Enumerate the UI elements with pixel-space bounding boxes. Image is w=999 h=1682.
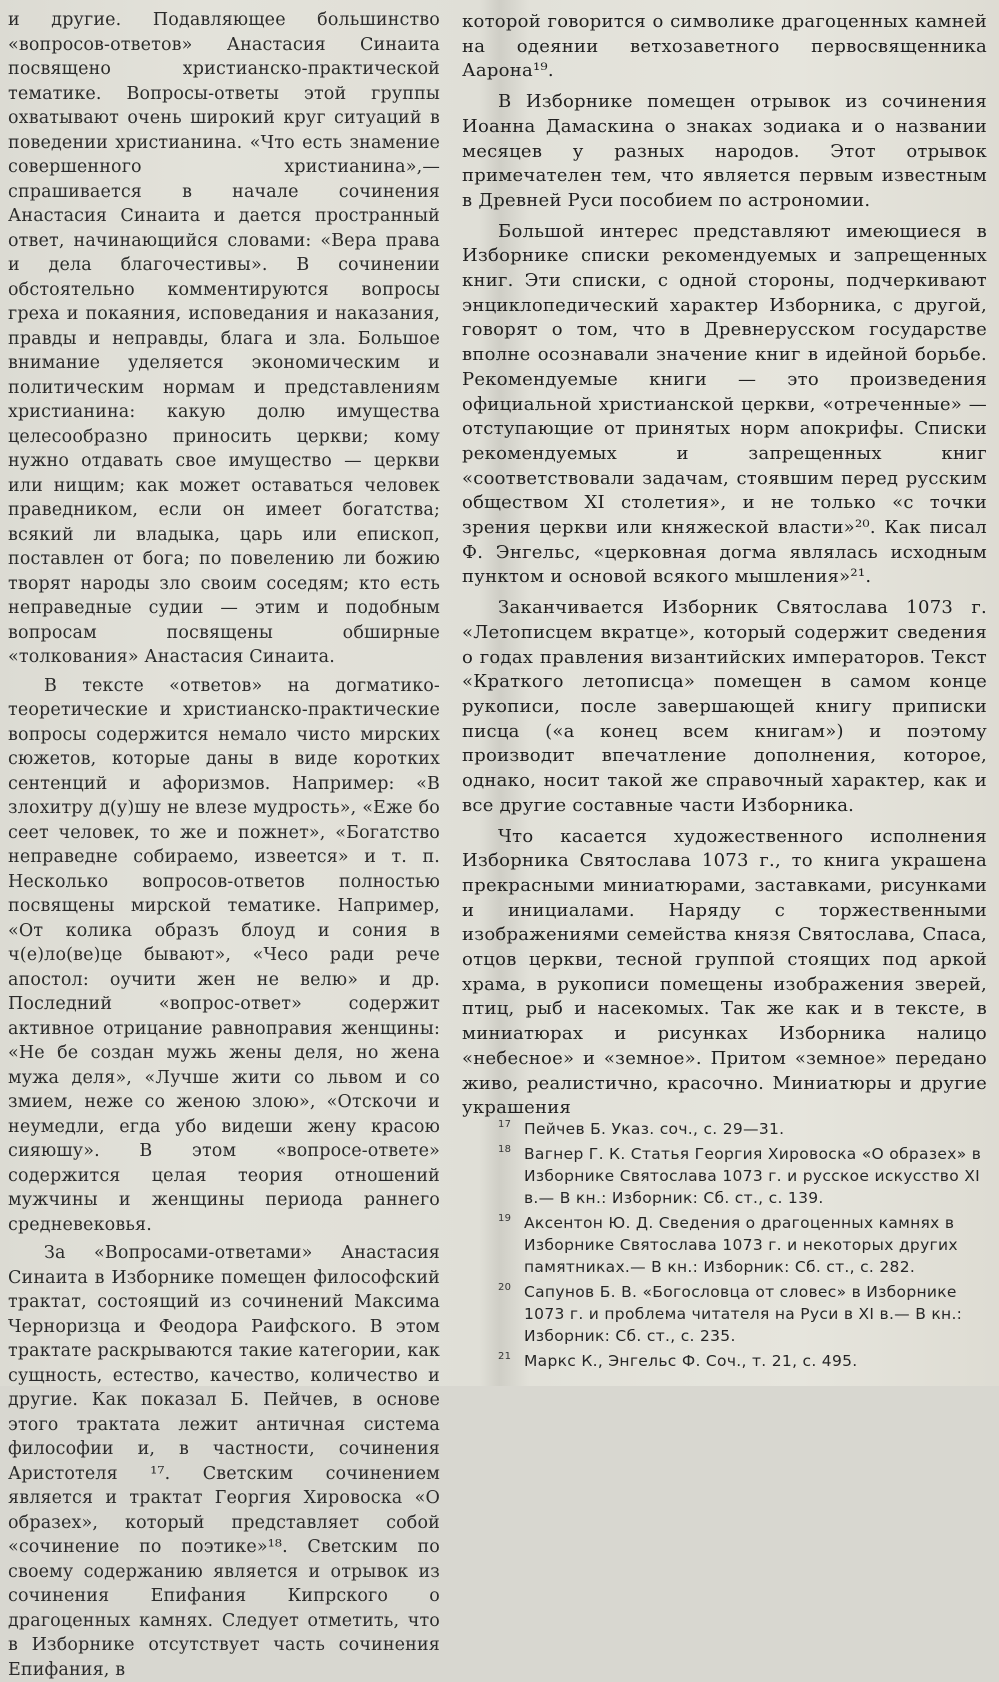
footnote-number: 19 xyxy=(498,1213,512,1224)
footnote-text: Пейчев Б. Указ. соч., с. 29—31. xyxy=(524,1120,785,1138)
paragraph: Что касается художественного исполнения Изборника Святослава 1073 г., то книга украшена прекрасными миниатюрами, заставками, рисунками и инициалами. Наряду с торжественными изображениями семейства князя Святослава, Спаса, отцов церкви, тесной группой стоящих под аркой храма, в рукописи помещены изображения зверей, птиц, рыб и насекомых. Так же как и в тексте, в миниатюрах и рисунках Изборника налицо «небесное» и «земное». Притом «земное» передано живо, реалистично, красочно. Миниатюры и другие украшения xyxy=(462,825,987,1119)
paragraph: и другие. Подавляющее большинство «вопросов-ответов» Анастасия Синаита посвящено христианско-практической тематике. Вопросы-ответы этой группы охватывают очень широкий круг ситуаций в поведении христианина. «Что есть знамение совершенного христианина»,— спрашивается в начале сочинения Анастасия Синаита и дается пространный ответ, начинающийся словами: «Вера права и дела благочестивы». В сочинении обстоятельно комментируются вопросы греха и покаяния, исповедания и наказания, правды и неправды, блага и зла. Большое внимание уделяется экономическим и политическим нормам и представлениям христианина: какую долю имущества целесообразно приносить церкви; кому нужно отдавать свое имущество — церкви или нищим; как может оставаться человек праведником, если он имеет богатства; всякий ли владыка, царь или епископ, поставлен от бога; по повелению ли божию творят народы зло своим соседям; кто есть неправедные судии — этим и подобным вопросам посвящены обширные «толкования» Анастасия Синаита. xyxy=(8,10,440,667)
footnote-text: Аксентон Ю. Д. Сведения о драгоценных камнях в Изборнике Святослава 1073 г. и некоторых других памятниках.— В кн.: Изборник: Сб. ст., с. 282. xyxy=(524,1214,958,1276)
footnote xyxy=(498,1118,990,1140)
footnotes xyxy=(498,1118,990,1375)
footnote-number: 17 xyxy=(498,1119,512,1130)
left-text-column xyxy=(8,8,440,1680)
footnote xyxy=(498,1350,990,1372)
footnote xyxy=(498,1212,990,1278)
footnote-number: 18 xyxy=(498,1144,512,1155)
paragraph: В Изборнике помещен отрывок из сочинения Иоанна Дамаскина о знаках зодиака и о названии месяцев у разных народов. Этот отрывок примечателен тем, что является первым известным в Древней Руси пособием по астрономии. xyxy=(462,91,987,211)
paragraph: В тексте «ответов» на догматико-теоретические и христианско-практические вопросы содержится немало чисто мирских сюжетов, которые даны в виде коротких сентенций и афоризмов. Например: «В злохитру д(у)шу не влезе мудрость», «Еже бо сеет человек, то же и пожнет», «Богатство неправедне собираемо, извеется» и т. п. Несколько вопросов-ответов полностью посвящены мирской тематике. Например, «От колика образъ блоуд и сония в ч(е)ло(ве)це бывают», «Чесо ради рече апостол: оучити жен не велю» и др. Последний «вопрос-ответ» содержит активное отрицание равноправия женщины: «Не бе создан мужь жены деля, но жена мужа деля», «Лучше жити со львом и со змием, неже со женою злою», «Отскочи и неумедли, егда убо видеши жену красою сияюшу». В этом «вопросе-ответе» содержится целая теория отношений мужчины и женщины периода раннего средневековья. xyxy=(8,675,440,1235)
footnote-text: Сапунов Б. В. «Богословца от словес» в Изборнике 1073 г. и проблема читателя на Руси в XI в.— В кн.: Изборник: Сб. ст., с. 235. xyxy=(524,1283,963,1345)
footnote xyxy=(498,1143,990,1209)
footnote-number: 20 xyxy=(498,1282,512,1293)
footnote-number: 21 xyxy=(498,1351,512,1362)
paragraph: Заканчивается Изборник Святослава 1073 г. «Летописцем вкратце», который содержит сведения о годах правления византийских императоров. Текст «Краткого летописца» помещен в самом конце рукописи, после завершающей книгу приписки писца («а конец всем книгам») и поэтому производит впечатление дополнения, которое, однако, носит такой же справочный характер, как и все другие составные части Изборника. xyxy=(462,597,987,816)
paragraph: которой говорится о символике драгоценных камней на одеянии ветхозаветного первосвященника Аарона¹⁹. xyxy=(462,11,987,82)
paragraph: Большой интерес представляют имеющиеся в Изборнике списки рекомендуемых и запрещенных книг. Эти списки, с одной стороны, подчеркивают энциклопедический характер Изборника, с другой, говорят о том, что в Древнерусском государстве вполне осознавали значение книг в идейной борьбе. Рекомендуемые книги — это произведения официальной христианской церкви, «отреченные» — отступающие от принятых норм апокрифы. Списки рекомендуемых и запрещенных книг «соответствовали задачам, стоявшим перед русским обществом XI столетия», и не только «с точки зрения церкви или княжеской власти»²⁰. Как писал Ф. Энгельс, «церковная догма являлась исходным пунктом и основой всякого мышления»²¹. xyxy=(462,220,987,588)
paragraph: За «Вопросами-ответами» Анастасия Синаита в Изборнике помещен философский трактат, состоящий из сочинений Максима Черноризца и Феодора Раифского. В этом трактате раскрываются такие категории, как сущность, естество, качество, количество и другие. Как показал Б. Пейчев, в основе этого трактата лежит античная система философии и, в частности, сочинения Аристотеля ¹⁷. Светским сочинением является и трактат Георгия Хировоска «О образех», который представляет собой «сочинение по поэтике»¹⁸. Светским по своему содержанию является и отрывок из сочинения Епифания Кипрского о драгоценных камнях. Следует отметить, что в Изборнике отсутствует часть сочинения Епифания, в xyxy=(8,1243,440,1680)
footnote-text: Маркс К., Энгельс Ф. Соч., т. 21, с. 495. xyxy=(524,1352,858,1370)
footnote xyxy=(498,1281,990,1347)
footnote-text: Вагнер Г. К. Статья Георгия Хировоска «О образех» в Изборнике Святослава 1073 г. и русское искусство XI в.— В кн.: Изборник: Сб. ст., с. 139. xyxy=(524,1145,982,1207)
